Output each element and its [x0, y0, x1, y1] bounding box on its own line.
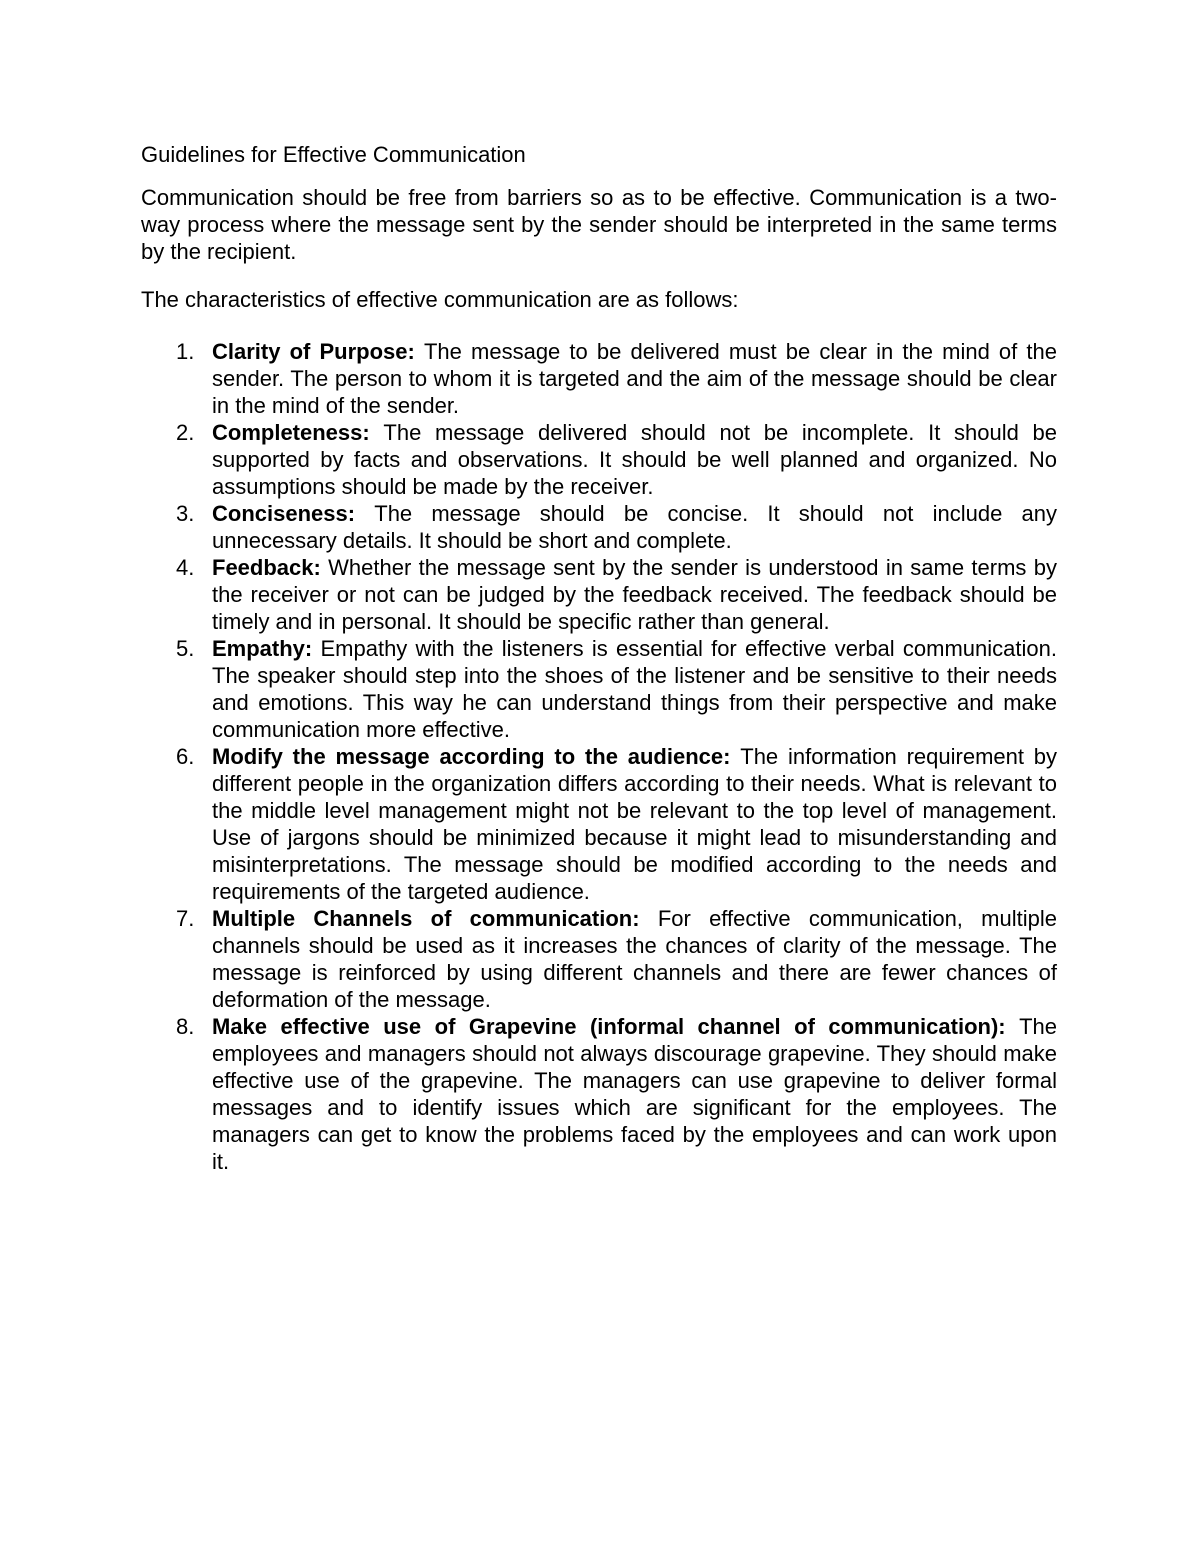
list-item-term: Modify the message according to the audience:: [212, 744, 741, 769]
list-item-number: 6.: [176, 744, 195, 769]
list-item: [141, 338, 1057, 419]
list-item: [141, 554, 1057, 635]
document-page: [141, 140, 1057, 1175]
list-item-term: Clarity of Purpose:: [212, 339, 424, 364]
list-item: [141, 905, 1057, 1013]
list-item-number: 4.: [176, 555, 195, 580]
list-item-text: For effective communication, multiple channels should be used as it increases the chances of clarity of the message. The message is reinforced by using different channels and there are fewer chances of deformation of the message.: [212, 906, 1057, 1012]
list-item-text: The employees and managers should not always discourage grapevine. They should make effective use of the grapevine. The managers can use grapevine to deliver formal messages and to identify issues which are significant for the employees. The managers can get to know the problems faced by the employees and can work upon it.: [212, 1014, 1057, 1174]
list-item: [141, 635, 1057, 743]
list-item-number: 5.: [176, 636, 195, 661]
list-item: [141, 500, 1057, 554]
list-item-term: Completeness:: [212, 420, 384, 445]
list-item-term: Empathy:: [212, 636, 321, 661]
list-item-term: Feedback:: [212, 555, 329, 580]
list-item-text: Whether the message sent by the sender is understood in same terms by the receiver or not can be judged by the feedback received. The feedback should be timely and in personal. It should be specific rather than general.: [212, 555, 1057, 634]
list-lead-paragraph: The characteristics of effective communication are as follows:: [141, 287, 739, 312]
list-item: [141, 743, 1057, 905]
list-item-text: The message delivered should not be incomplete. It should be supported by facts and observations. It should be well planned and organized. No assumptions should be made by the receiver.: [212, 420, 1057, 499]
list-item-text: The message should be concise. It should not include any unnecessary details. It should be short and complete.: [212, 501, 1057, 553]
list-item-text: Empathy with the listeners is essential for effective verbal communication. The speaker should step into the shoes of the listener and be sensitive to their needs and emotions. This way he can understand things from their perspective and make communication more effective.: [212, 636, 1057, 742]
list-item-text: The information requirement by different people in the organization differs according to their needs. What is relevant to the middle level management might not be relevant to the top level of management. Use of jargons should be minimized because it might lead to misunderstanding and misinterpretations. The message should be modified according to the needs and requirements of the targeted audience.: [212, 744, 1058, 904]
characteristics-list: [141, 338, 1057, 1175]
intro-paragraph: Communication should be free from barriers so as to be effective. Communication is a two-way process where the message sent by the sender should be interpreted in the same terms by the recipient.: [141, 185, 1057, 264]
list-item: [141, 419, 1057, 500]
list-item-term: Multiple Channels of communication:: [212, 906, 658, 931]
list-item-term: Conciseness:: [212, 501, 375, 526]
list-item-number: 2.: [176, 420, 195, 445]
list-item-number: 8.: [176, 1014, 195, 1039]
list-item-number: 3.: [176, 501, 195, 526]
list-item-number: 7.: [176, 906, 195, 931]
list-item-number: 1.: [176, 339, 195, 364]
list-item-term: Make effective use of Grapevine (informal channel of communication):: [212, 1014, 1020, 1039]
document-title: Guidelines for Effective Communication: [141, 142, 526, 167]
list-item: [141, 1013, 1057, 1175]
list-item-text: The message to be delivered must be clear in the mind of the sender. The person to whom it is targeted and the aim of the message should be clear in the mind of the sender.: [212, 339, 1057, 418]
